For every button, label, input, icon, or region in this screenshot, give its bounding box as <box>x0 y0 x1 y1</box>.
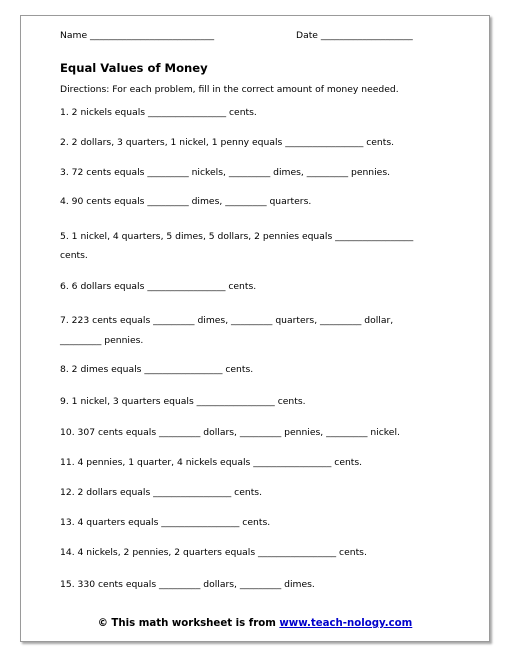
problem-6: 6. 6 dollars equals _________________ cents. <box>60 281 257 292</box>
footer <box>0 617 510 630</box>
problem-11: 11. 4 pennies, 1 quarter, 4 nickels equals _________________ cents. <box>60 457 363 468</box>
problem-15: 15. 330 cents equals _________ dollars, _________ dimes. <box>60 579 315 590</box>
problem-13: 13. 4 quarters equals _________________ cents. <box>60 517 271 528</box>
problem-8: 8. 2 dimes equals _________________ cents. <box>60 364 254 375</box>
problem-3: 3. 72 cents equals _________ nickels, _________ dimes, _________ pennies. <box>60 167 391 178</box>
teach-nology-link[interactable]: www.teach-nology.com <box>279 618 413 629</box>
problem-14: 14. 4 nickels, 2 pennies, 2 quarters equals _________________ cents. <box>60 547 367 558</box>
page-title: Equal Values of Money <box>60 61 208 75</box>
problem-7: 7. 223 cents equals _________ dimes, _________ quarters, _________ dollar, <box>60 315 394 326</box>
directions-text: Directions: For each problem, fill in the correct amount of money needed. <box>60 84 399 95</box>
problem-9: 9. 1 nickel, 3 quarters equals _________________ cents. <box>60 396 306 407</box>
problem-5: 5. 1 nickel, 4 quarters, 5 dimes, 5 dollars, 2 pennies equals _________________ <box>60 231 414 242</box>
problem-4: 4. 90 cents equals _________ dimes, _________ quarters. <box>60 196 312 207</box>
problem-5-continued: cents. <box>60 250 88 261</box>
date-field: Date ____________________ <box>296 30 413 41</box>
problem-2: 2. 2 dollars, 3 quarters, 1 nickel, 1 penny equals _________________ cents. <box>60 137 395 148</box>
problem-7-continued: _________ pennies. <box>60 335 144 346</box>
footer-text: © This math worksheet is from <box>97 618 280 629</box>
name-field: Name ___________________________ <box>60 30 215 41</box>
problem-12: 12. 2 dollars equals _________________ cents. <box>60 487 263 498</box>
problem-1: 1. 2 nickels equals _________________ cents. <box>60 107 257 118</box>
problem-10: 10. 307 cents equals _________ dollars, _________ pennies, _________ nickel. <box>60 427 400 438</box>
